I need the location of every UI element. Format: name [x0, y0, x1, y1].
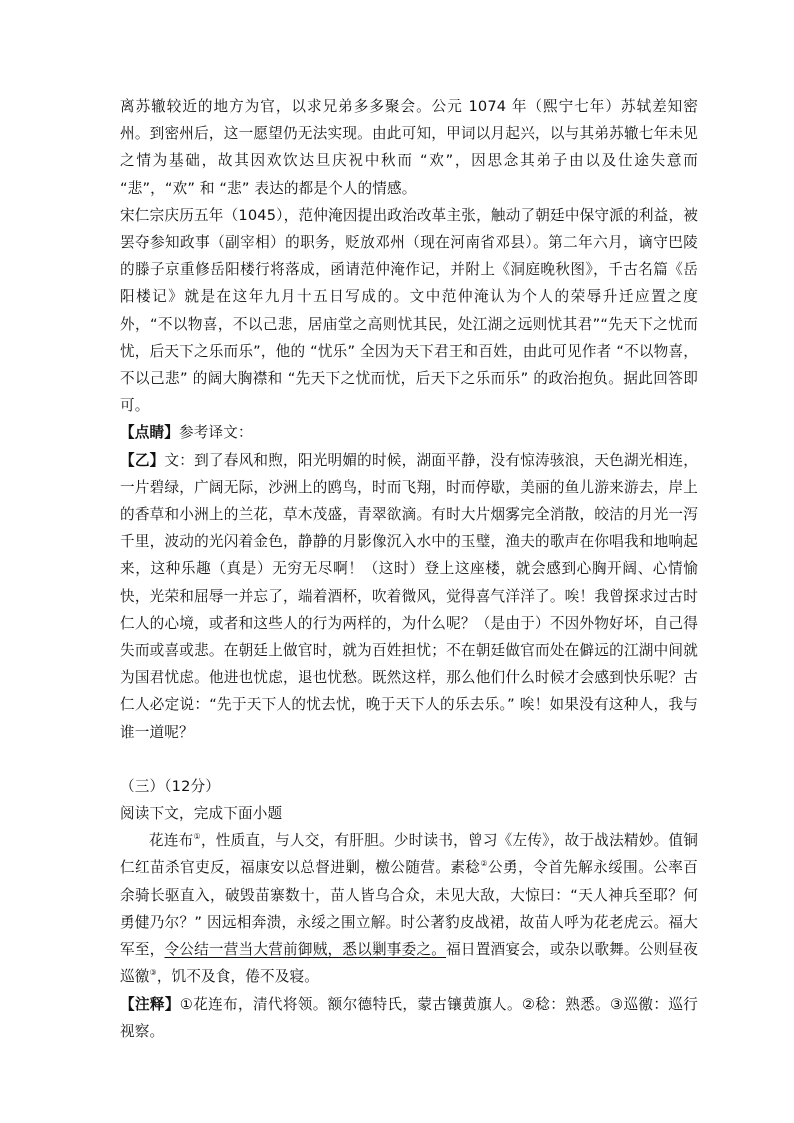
notes-label: 【注释】 [120, 995, 180, 1013]
passage-part-c: 公勇，令首先解永绥围。公率百余骑长驱直入，破毁苗寨数十，苗人皆乌合众，未见大敌，大惊曰：“天人神兵至耶？何勇健乃尔？” 因远相奔溃，永绥之围立解。时公著豹皮战裙，故苗人呼为花老虎云。福大军至， [120, 859, 698, 959]
footnote-marker-1: ① [193, 832, 201, 842]
translation-label: 【乙】 [120, 451, 165, 469]
analysis-paragraph-2: 宋仁宗庆历五年（1045），范仲淹因提出政治改革主张，触动了朝廷中保守派的利益，被罢夺参知政事（副宰相）的职务，贬放邓州（现在河南省邓县）。第二年六月，谪守巴陵的滕子京重修岳阳楼行将落成，函请范仲淹作记，并附上《洞庭晚秋图》，千古名篇《岳阳楼记》就是在这年九月十五日写成的。文中范仲淹认为个人的荣辱升迁应置之度外，“不以物喜，不以己悲，居庙堂之高则忧其民，处江湖之远则忧其君”“先天下之忧而忧，后天下之乐而乐”，他的 “忧乐” 全因为天下君王和百姓，由此可见作者 “不以物喜，不以己悲” 的阔大胸襟和 “先天下之忧而忧，后天下之乐而乐” 的政治抱负。据此回答即可。 [120, 206, 698, 415]
footnote-marker-2: ② [480, 859, 489, 869]
classical-passage [120, 827, 698, 990]
translation-paragraph [120, 447, 698, 746]
section-gap [120, 746, 698, 773]
notes-text: ①花连布，清代将领。额尔德特氏，蒙古镶黄旗人。②稔：熟悉。③巡徼：巡行视察。 [120, 995, 698, 1040]
dianjing-label: 【点睛】 [120, 424, 179, 442]
passage-part-b: ，性质直，与人交，有肝胆。少时读书，曾习《左传》，故于战法精妙。值铜仁红苗杀官吏反，福康安以总督进剿，檄公随营。素稔 [120, 832, 698, 877]
passage-part-d: 福日置酒宴会，或杂以歌舞。公则昼夜巡徼 [120, 941, 698, 986]
section-heading: （三）（12分） [120, 777, 221, 795]
dianjing-text: 参考译文： [178, 424, 253, 442]
footnote-marker-3: ③ [149, 968, 157, 978]
passage-part-a: 花连布 [149, 832, 194, 850]
underlined-sentence: 令公结一营当大营前御贼，悉以剿事委之。 [164, 941, 447, 959]
dianjing-line [120, 419, 698, 446]
notes-paragraph [120, 991, 698, 1045]
translation-text: 文：到了春风和煦，阳光明媚的时候，湖面平静，没有惊涛骇浪，天色湖光相连，一片碧绿，广阔无际，沙洲上的鸥鸟，时而飞翔，时而停歇，美丽的鱼儿游来游去，岸上的香草和小洲上的兰花，草木茂盛，青翠欲滴。有时大片烟雾完全消散，皎洁的月光一泻千里，波动的光闪着金色，静静的月影像沉入水中的玉璧，渔夫的歌声在你唱我和地响起来，这种乐趣（真是）无穷无尽啊！（这时）登上这座楼，就会感到心胸开阔、心情愉快，光荣和屈辱一并忘了，端着酒杯，吹着微风，觉得喜气洋洋了。唉！我曾探求过古时仁人的心境，或者和这些人的行为两样的，为什么呢？（是由于）不因外物好坏，自己得失而或喜或悲。在朝廷上做官时，就为百姓担忧；不在朝廷做官而处在僻远的江湖中间就为国君忧虑。他进也忧虑，退也忧愁。既然这样，那么他们什么时候才会感到快乐呢？古仁人必定说：“先于天下人的忧去忧，晚于天下人的乐去乐。” 唉！如果没有这种人，我与谁一道呢？ [120, 451, 698, 741]
passage-part-e: ，饥不及食，倦不及寝。 [156, 968, 320, 986]
analysis-paragraph-1: 离苏辙较近的地方为官，以求兄弟多多聚会。公元 1074 年（熙宁七年）苏轼差知密州。到密州后，这一愿望仍无法实现。由此可知，甲词以月起兴，以与其弟苏辙七年未见之情为基础，故其因欢饮达旦庆祝中秋而 “欢”，因思念其弟子由以及仕途失意而 “悲”，“欢” 和 “悲” 表达的都是个人的情感。 [120, 98, 698, 197]
section-instruction: 阅读下文，完成下面小题 [120, 805, 283, 823]
